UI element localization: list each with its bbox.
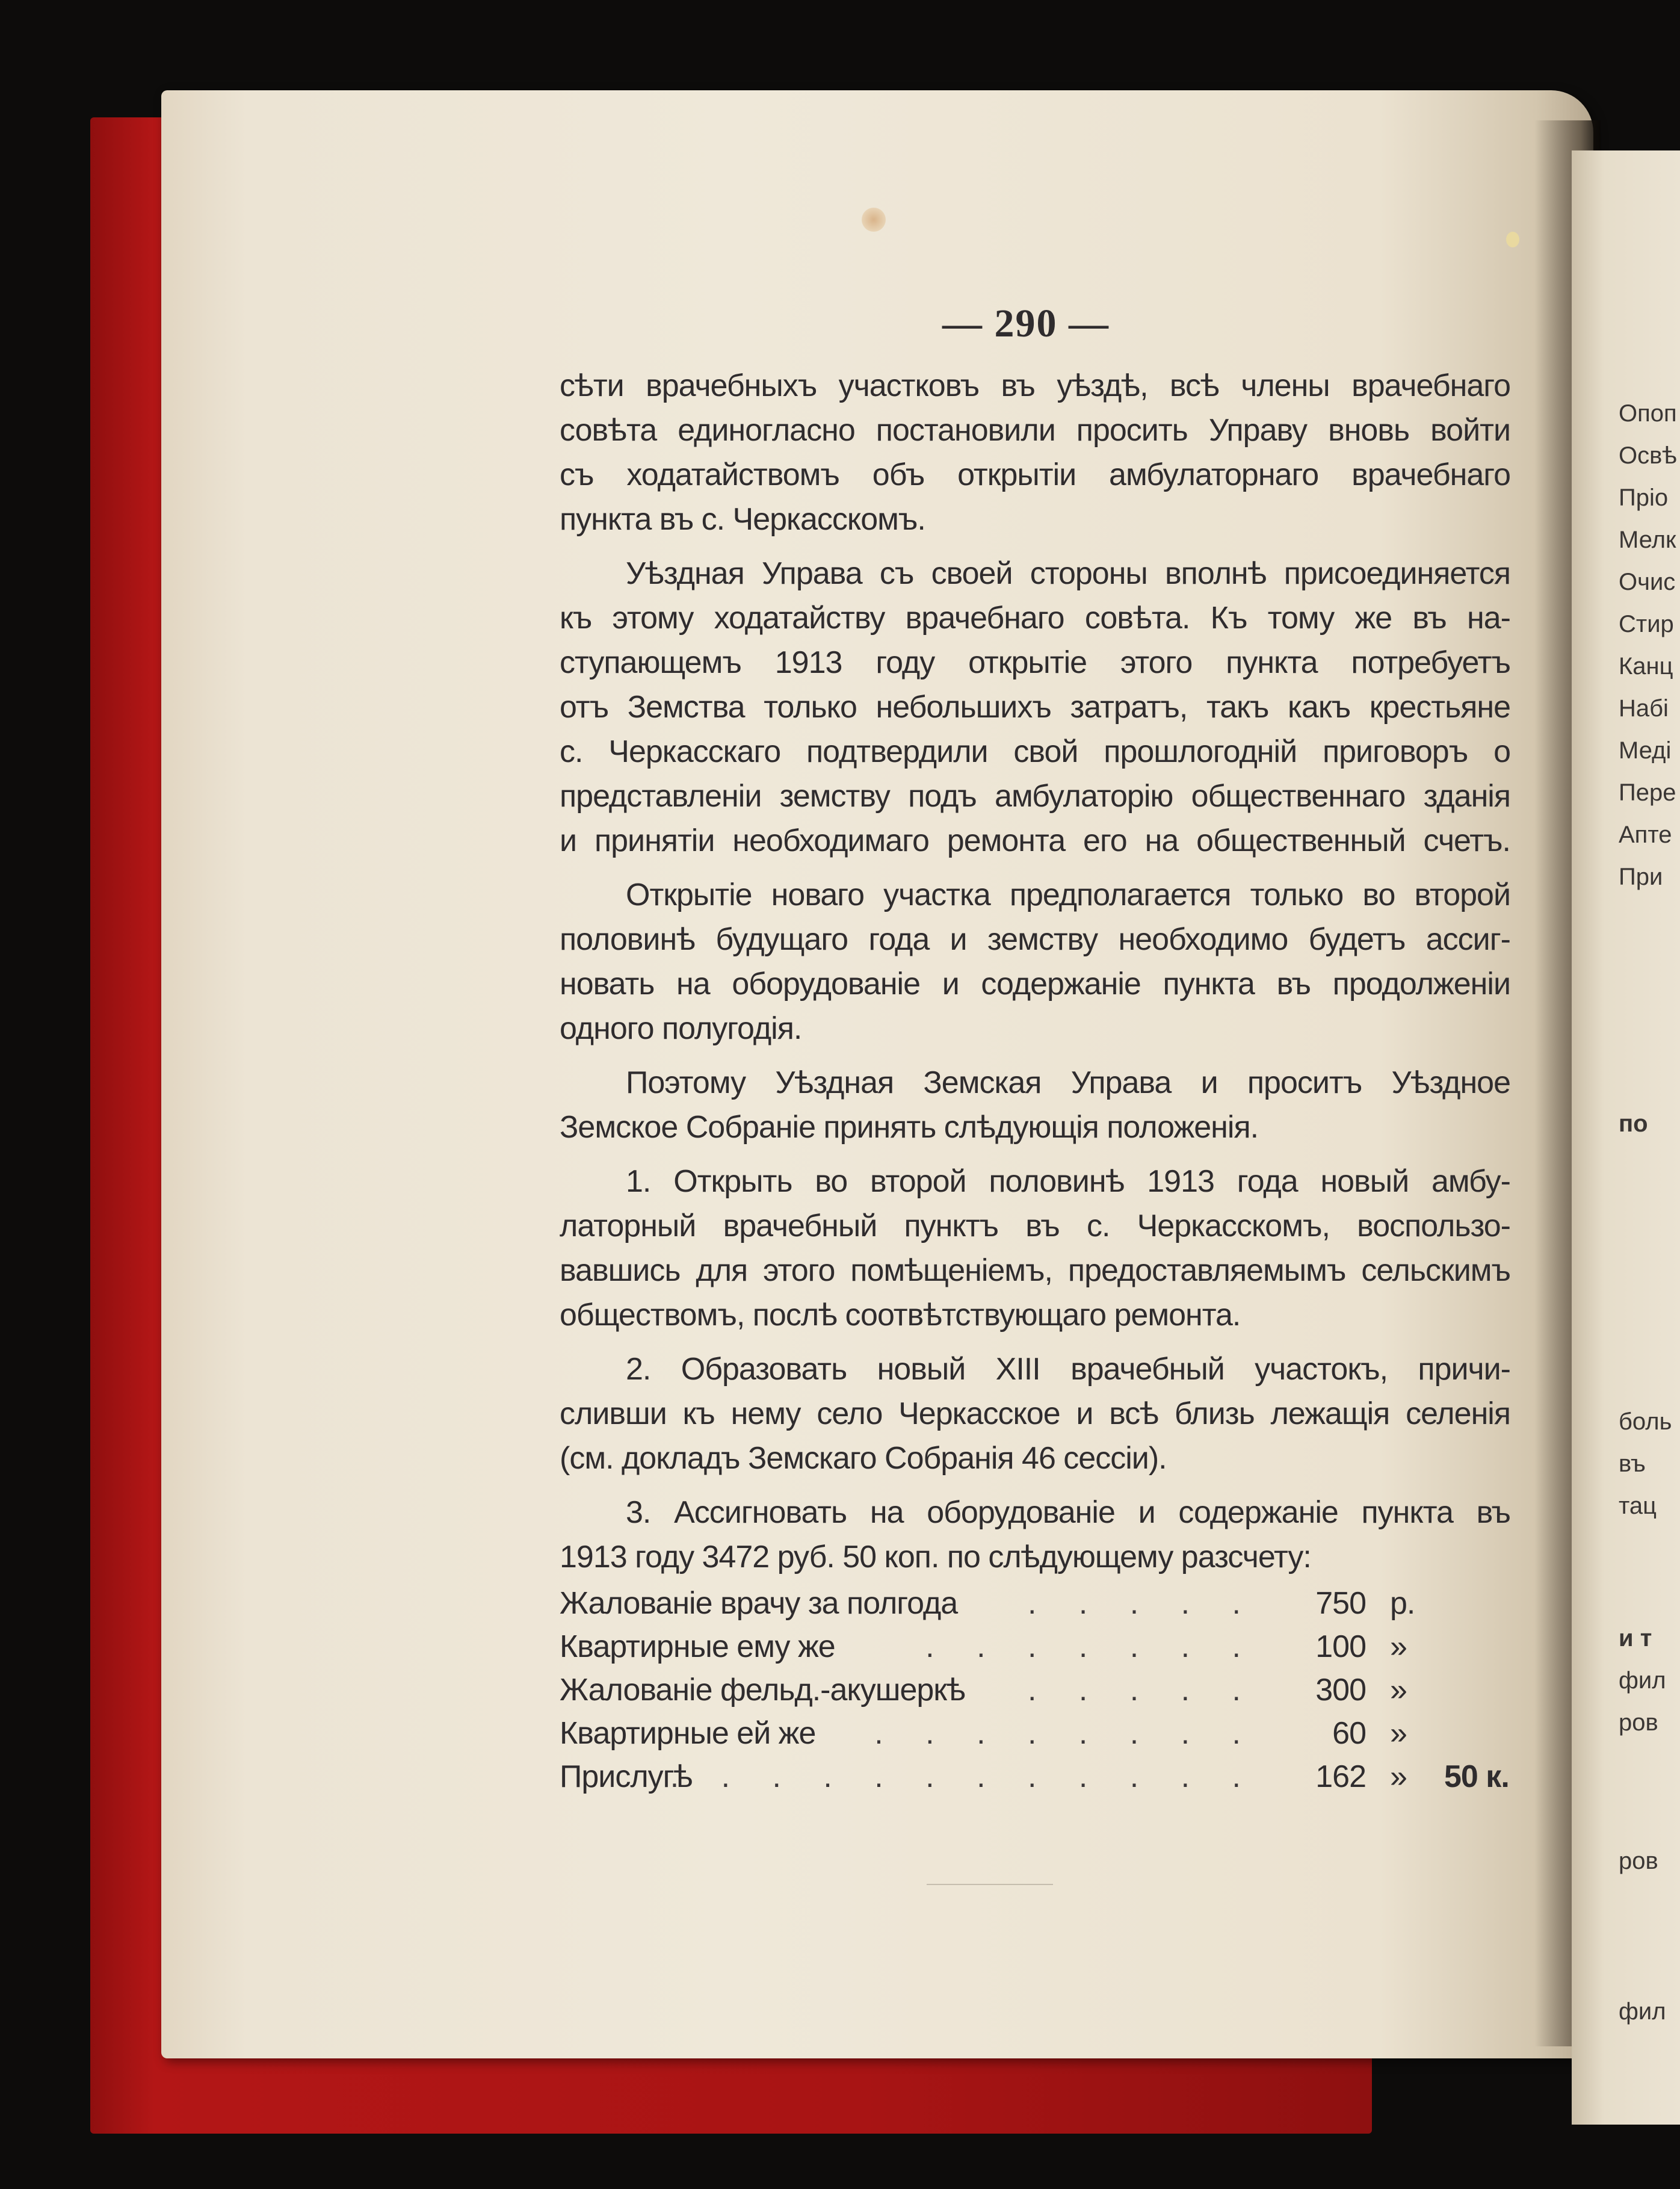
budget-amount: 162 (1315, 1759, 1366, 1794)
text-line: вавшись для этого помѣщеніемъ, предоставляемымъ сельскимъ (560, 1253, 1510, 1288)
facing-page (1572, 150, 1680, 2125)
text-line: съ ходатайствомъ объ открытіи амбулаторнаго врачебнаго (560, 457, 1510, 492)
budget-label: Квартирные ей же (560, 1716, 816, 1751)
text-line: 2. Образовать новый XIII врачебный участокъ, причи- (626, 1352, 1510, 1387)
text-line: Поэтому Уѣздная Земская Управа и проситъ Уѣздное (626, 1065, 1510, 1100)
budget-amount: 60 (1332, 1716, 1366, 1751)
facing-line: фил (1619, 1667, 1666, 1694)
facing-line: Пере (1619, 779, 1676, 806)
text-line: 3. Ассигновать на оборудованіе и содержаніе пункта въ (626, 1495, 1510, 1530)
text-line: представленіи земству подъ амбулаторію общественнаго зданія (560, 779, 1510, 814)
text-line: половинѣ будущаго года и земству необходимо будетъ ассиг- (560, 922, 1510, 957)
facing-line: Апте (1619, 822, 1672, 848)
text-line: и принятіи необходимаго ремонта его на общественный счетъ. (560, 823, 1510, 858)
page-number: — 290 — (942, 302, 1110, 345)
budget-dots: . . . . . . . (925, 1629, 1258, 1664)
budget-label: Жалованіе врачу за полгода (560, 1586, 958, 1621)
paragraph (560, 1159, 1510, 1337)
budget-row (560, 1629, 1510, 1672)
facing-line: боль (1619, 1408, 1672, 1435)
text-line: 1. Открыть во второй половинѣ 1913 года новый амбу- (626, 1164, 1510, 1199)
facing-line: Стир (1619, 611, 1674, 637)
budget-label: Жалованіе фельд.-акушеркѣ (560, 1673, 965, 1708)
budget-label: Квартирные ему же (560, 1629, 835, 1664)
facing-line: ров (1619, 1709, 1658, 1736)
facing-line: Пріо (1619, 485, 1669, 511)
paragraph (560, 1060, 1510, 1150)
text-line: Земское Собраніе принять слѣдующія положенія. (560, 1110, 1259, 1145)
text-line: совѣта единогласно постановили просить Управу вновь войти (560, 413, 1510, 448)
text-line: новать на оборудованіе и содержаніе пункта въ продолженіи (560, 967, 1510, 1002)
budget-dots: . . . . . . . . (874, 1716, 1258, 1751)
paragraph (560, 551, 1510, 863)
facing-line: фил (1619, 1998, 1666, 2025)
text-line: с. Черкасскаго подтвердили свой прошлогодній приговоръ о (560, 734, 1510, 769)
text-line: сѣти врачебныхъ участковъ въ уѣздѣ, всѣ члены врачебнаго (560, 368, 1510, 403)
text-line: (см. докладъ Земскаго Собранія 46 сессіи). (560, 1441, 1167, 1476)
text-line: латорный врачебный пунктъ въ с. Черкасскомъ, воспользо- (560, 1209, 1510, 1243)
budget-amount: 300 (1315, 1673, 1366, 1708)
facing-line: Опоп (1619, 400, 1677, 427)
facing-line: и т (1619, 1625, 1652, 1652)
facing-line: по (1619, 1110, 1648, 1137)
text-line: одного полугодія. (560, 1011, 802, 1046)
facing-line: Очис (1619, 569, 1676, 595)
paper-stain (862, 208, 886, 232)
facing-line: При (1619, 864, 1663, 890)
budget-unit: р. (1390, 1586, 1415, 1621)
footer-rule (927, 1884, 1053, 1885)
budget-dots: . . . . . (1027, 1673, 1258, 1708)
facing-line: Канц (1619, 653, 1673, 680)
budget-unit: » (1390, 1673, 1407, 1708)
budget-row (560, 1759, 1510, 1802)
budget-label: Прислугѣ (560, 1759, 693, 1794)
text-line: къ этому ходатайству врачебнаго совѣта. Къ тому же въ на- (560, 601, 1510, 636)
text-line: сливши къ нему село Черкасское и всѣ близь лежащія селенія (560, 1396, 1510, 1431)
facing-line: тац (1619, 1493, 1657, 1519)
budget-dots: . . . . . . . . . . . . (670, 1759, 1258, 1794)
text-line: ступающемъ 1913 году открытіе этого пункта потребуетъ (560, 645, 1510, 680)
text-line: Уѣздная Управа съ своей стороны вполнѣ присоединяется (626, 556, 1510, 591)
paragraph (560, 364, 1510, 542)
text-line: пункта въ с. Черкасскомъ. (560, 502, 925, 537)
budget-row (560, 1672, 1510, 1715)
facing-line: въ (1619, 1451, 1646, 1477)
facing-line: Мелк (1619, 527, 1676, 553)
budget-unit: » (1390, 1716, 1407, 1751)
budget-dots: . . . . . (1027, 1586, 1258, 1621)
budget-row (560, 1585, 1510, 1629)
text-line: 1913 году 3472 руб. 50 коп. по слѣдующему разсчету: (560, 1540, 1311, 1574)
budget-kop: 50 к. (1444, 1759, 1509, 1794)
budget-amount: 750 (1315, 1586, 1366, 1621)
paper-stain (1506, 232, 1519, 247)
facing-line: Набі (1619, 695, 1669, 722)
budget-row (560, 1715, 1510, 1759)
budget-amount: 100 (1315, 1629, 1366, 1664)
text-line: отъ Земства только небольшихъ затратъ, такъ какъ крестьяне (560, 690, 1510, 725)
text-line: обществомъ, послѣ соотвѣтствующаго ремонта. (560, 1298, 1241, 1333)
facing-line: ров (1619, 1848, 1658, 1874)
paragraph (560, 1490, 1510, 1579)
text-line: Открытіе новаго участка предполагается только во второй (626, 878, 1510, 912)
facing-line: Освѣ (1619, 442, 1677, 469)
paragraph (560, 1347, 1510, 1481)
budget-unit: » (1390, 1759, 1407, 1794)
budget-unit: » (1390, 1629, 1407, 1664)
budget-table (560, 1585, 1510, 1802)
facing-line: Меді (1619, 737, 1672, 764)
page-text (560, 301, 1510, 1802)
paragraph (560, 873, 1510, 1051)
